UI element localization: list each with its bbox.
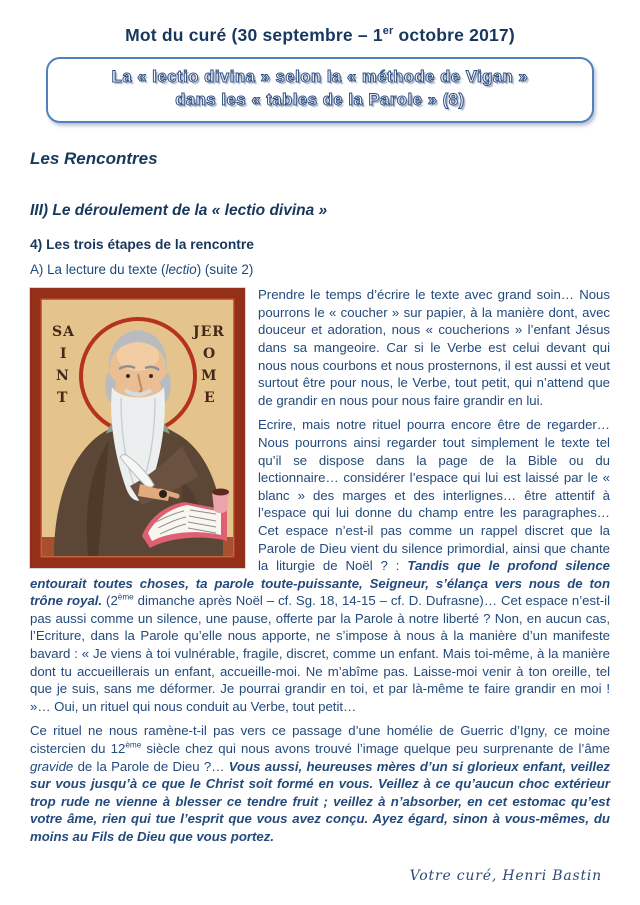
- heading-deroulement: III) Le déroulement de la « lectio divina »: [30, 202, 328, 220]
- icon-letter: E: [204, 390, 216, 407]
- icon-letter: T: [57, 390, 69, 407]
- icon-letter: M: [201, 368, 218, 385]
- subject-banner: [46, 57, 594, 123]
- heading-les-rencontres: Les Rencontres: [30, 149, 158, 169]
- paragraph-ecrire-soin: Prendre le temps d’écrire le texte avec grand soin… Nous pourrons le « coucher » sur papier, à la manière dont, avec douceur et adoration, nous « coucherions » l’enfant Jésus dans sa mangeoire. Car si le Verbe est celui devant qui nous nous courbons et nous prosternons, il est aussi et veut surtout être pour nous, le Verbe, tout petit, qui n’attend que de grandir en nous pour nous faire grandir en lui.: [258, 287, 610, 408]
- eye-left: [126, 374, 130, 378]
- page-title: Mot du curé (30 septembre – 1er octobre 2017): [125, 25, 515, 45]
- saint-jerome-icon: [30, 288, 245, 568]
- inkwell-top: [212, 489, 229, 496]
- ink-spot: [159, 490, 167, 498]
- icon-letter: N: [56, 368, 70, 385]
- icon-letter: SA: [52, 324, 75, 341]
- banner-line-1: La « lectio divina » selon la « méthode de Vigan »: [111, 68, 529, 86]
- paragraph-regarder-espace: Ecrire, mais notre rituel pourra encore être de regarder… Nous pourrons ainsi regarder tout simplement le texte tel qu’il se dispose dans la page de la Bible ou du lectionnaire… considérer l’espace qui lui est laissé par le « blanc » des marges et des interlignes… être attentif à l’espace qui lui donne du champ entre les paragraphes… Cet espace n’est-il pas comme un rappel discret que la Parole de Dieu vient du silence primordial, ainsi que chante la liturgie de Noël ? : Tandis que le profond silence entourait toutes choses, ta parole toute-puissante, Seigneur, s’élança vers nous de ton trône royal. (2ème dimanche après Noël – cf. Sg. 18, 14-15 – cf. D. Dufrasne)… Cet espace n’est-il pas aussi comme un silence, une pause, offerte par la Parole à notre liberté ? Non, en aucun cas, l’Ecriture, dans la Parole qu’elle nous apporte, ne s’impose à nous à la manière d’un manifeste bavard : « Je viens à toi vulnérable, fragile, discret, comme un enfant. Mais toi-même, à la manière dont tu accueillerais un enfant, accueille-moi. Ne m’abîme pas. Laisse-moi venir à ton oreille, tel que je suis, sans me déformer. Je pourrai grandir en toi, et par là-même te faire grandir en moi ! »… Oui, un rituel qui nous conduit au Verbe, tout petit…: [30, 417, 611, 714]
- icon-letter: I: [60, 346, 68, 363]
- icon-letter: JER: [193, 324, 225, 341]
- heading-lecture-du-texte: A) La lecture du texte (lectio) (suite 2): [30, 262, 254, 278]
- saint-jerome-image: [30, 288, 245, 568]
- heading-trois-etapes: 4) Les trois étapes de la rencontre: [30, 237, 254, 253]
- eye-right: [149, 374, 153, 378]
- banner-line-2: dans les « tables de la Parole » (8): [175, 91, 465, 110]
- article-body: [30, 286, 610, 845]
- signature: Votre curé, Henri Bastin: [409, 867, 602, 884]
- paragraph-guerric-igny: Ce rituel ne nous ramène-t-il pas vers ce passage d’une homélie de Guerric d’Igny, ce moine cistercien du 12ème siècle chez qui nous avons trouvé l’image quelque peu surprenante de l’âme gravide de la Parole de Dieu ?… Vous aussi, heureuses mères d’un si glorieux enfant, veillez sur vous jusqu’à ce que le Christ soit formé en vous. Veillez à ce qu’aucun choc extérieur trop rude ne vienne à blesser ce tendre fruit ; veillez à n’absorber, en cet estomac qu’est votre âme, rien qui tue l’esprit que vous avez conçu. Ayez égard, sinon à vous-mêmes, du moins au Fils de Dieu que vous portez.: [30, 723, 611, 844]
- icon-letter: O: [203, 346, 217, 363]
